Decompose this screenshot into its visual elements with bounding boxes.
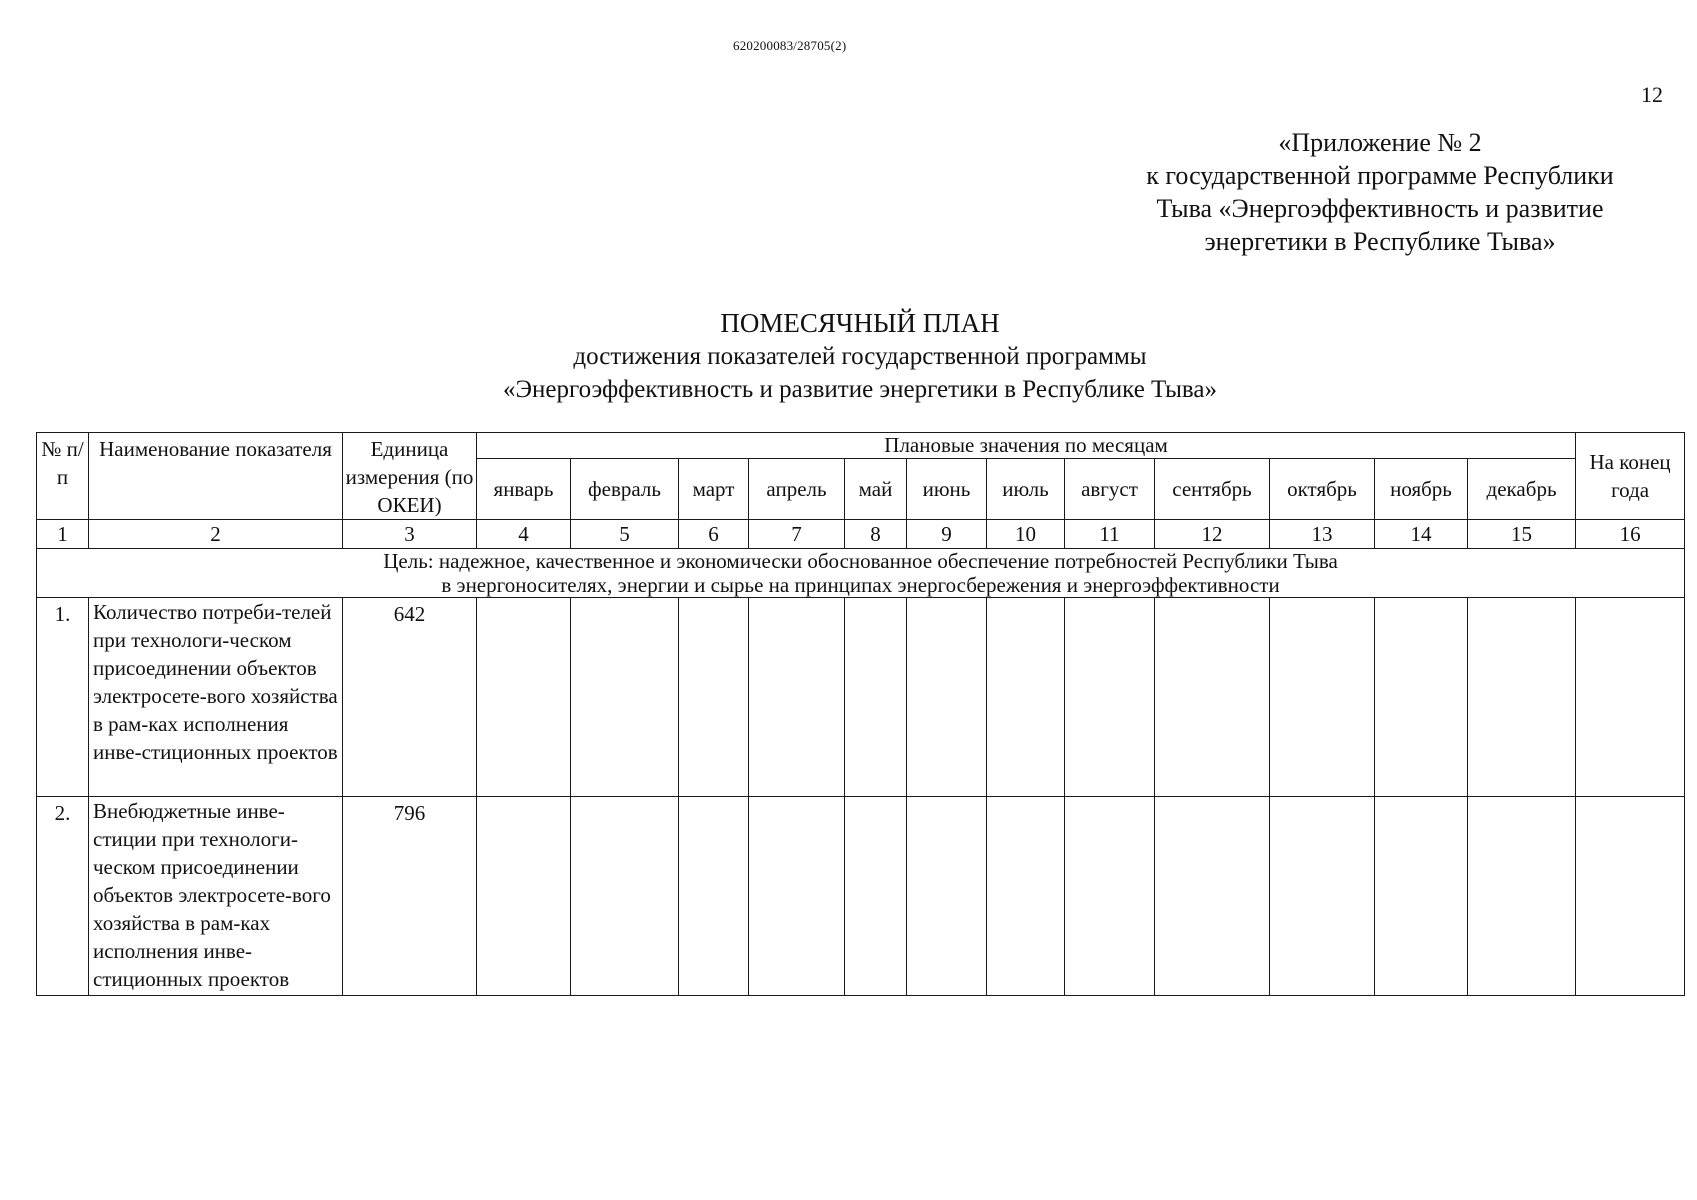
- appendix-line-1: «Приложение № 2: [1278, 128, 1482, 157]
- value-cell: [907, 598, 987, 797]
- column-number: 13: [1270, 520, 1375, 549]
- goal-line-2: в энергоносителях, энергии и сырье на принципах энергосбережения и энергоэффективности: [441, 573, 1280, 597]
- appendix-note: [1100, 126, 1660, 258]
- month-header: декабрь: [1468, 459, 1576, 520]
- column-number: 15: [1468, 520, 1576, 549]
- goal-row: [37, 549, 1685, 598]
- month-header: июль: [987, 459, 1065, 520]
- appendix-line-3: Тыва «Энергоэффективность и развитие: [1156, 194, 1604, 223]
- month-header: март: [679, 459, 749, 520]
- value-cell: [1576, 797, 1685, 996]
- value-cell: [749, 598, 845, 797]
- column-number: 6: [679, 520, 749, 549]
- header-num: № п/п: [37, 433, 89, 520]
- value-cell: [1155, 598, 1270, 797]
- appendix-line-2: к государственной программе Республики: [1146, 161, 1614, 190]
- column-number: 14: [1375, 520, 1468, 549]
- value-cell: [1468, 797, 1576, 996]
- unit-code: 796: [343, 797, 477, 996]
- header-unit: Единица измерения (по ОКЕИ): [343, 433, 477, 520]
- document-title: [300, 307, 1420, 406]
- unit-code: 642: [343, 598, 477, 797]
- page-number: 12: [1641, 82, 1663, 107]
- appendix-line-4: энергетики в Республике Тыва»: [1204, 227, 1556, 256]
- month-header: октябрь: [1270, 459, 1375, 520]
- month-header: июнь: [907, 459, 987, 520]
- row-number: 2.: [37, 797, 89, 996]
- value-cell: [1576, 598, 1685, 797]
- column-number: 16: [1576, 520, 1685, 549]
- month-header: сентябрь: [1155, 459, 1270, 520]
- value-cell: [1375, 797, 1468, 996]
- value-cell: [477, 598, 571, 797]
- value-cell: [679, 598, 749, 797]
- table-row: [37, 598, 1685, 797]
- value-cell: [987, 598, 1065, 797]
- column-number: 1: [37, 520, 89, 549]
- column-number: 10: [987, 520, 1065, 549]
- header-planned-values: Плановые значения по месяцам: [477, 433, 1576, 459]
- value-cell: [845, 598, 907, 797]
- value-cell: [679, 797, 749, 996]
- value-cell: [1155, 797, 1270, 996]
- column-number: 5: [571, 520, 679, 549]
- column-number: 12: [1155, 520, 1270, 549]
- month-header: август: [1065, 459, 1155, 520]
- value-cell: [987, 797, 1065, 996]
- column-number: 9: [907, 520, 987, 549]
- value-cell: [1065, 598, 1155, 797]
- value-cell: [1468, 598, 1576, 797]
- table-row: [37, 797, 1685, 996]
- monthly-plan-table: [36, 432, 1685, 996]
- column-number: 7: [749, 520, 845, 549]
- header-year-end: На конец года: [1576, 433, 1685, 520]
- value-cell: [907, 797, 987, 996]
- column-number: 11: [1065, 520, 1155, 549]
- title-line-2: достижения показателей государственной программы: [573, 343, 1147, 370]
- row-number: 1.: [37, 598, 89, 797]
- document-id: 620200083/28705(2): [733, 38, 847, 53]
- title-line-1: ПОМЕСЯЧНЫЙ ПЛАН: [720, 308, 1000, 338]
- month-header: май: [845, 459, 907, 520]
- month-header: февраль: [571, 459, 679, 520]
- column-number: 4: [477, 520, 571, 549]
- month-header: апрель: [749, 459, 845, 520]
- column-number: 3: [343, 520, 477, 549]
- indicator-name: Количество потреби-телей при технологи-ческом присоединении объектов электросете-вого хозяйства в рам-ках исполнения инве-стиционных проектов: [89, 598, 343, 797]
- value-cell: [571, 598, 679, 797]
- value-cell: [571, 797, 679, 996]
- value-cell: [845, 797, 907, 996]
- value-cell: [1270, 797, 1375, 996]
- value-cell: [1375, 598, 1468, 797]
- indicator-name: Внебюджетные инве-стиции при технологи-ческом присоединении объектов электросете-вого хозяйства в рам-ках исполнения инве-стиционных проектов: [89, 797, 343, 996]
- value-cell: [477, 797, 571, 996]
- goal-line-1: Цель: надежное, качественное и экономически обоснованное обеспечение потребностей Республики Тыва: [383, 549, 1338, 573]
- goal-cell: [37, 549, 1685, 598]
- column-number: 2: [89, 520, 343, 549]
- column-number: 8: [845, 520, 907, 549]
- title-line-3: «Энергоэффективность и развитие энергетики в Республике Тыва»: [503, 376, 1217, 403]
- value-cell: [749, 797, 845, 996]
- month-header: январь: [477, 459, 571, 520]
- header-indicator-name: Наименование показателя: [89, 433, 343, 520]
- month-header: ноябрь: [1375, 459, 1468, 520]
- column-numbers-row: [37, 520, 1685, 549]
- value-cell: [1270, 598, 1375, 797]
- value-cell: [1065, 797, 1155, 996]
